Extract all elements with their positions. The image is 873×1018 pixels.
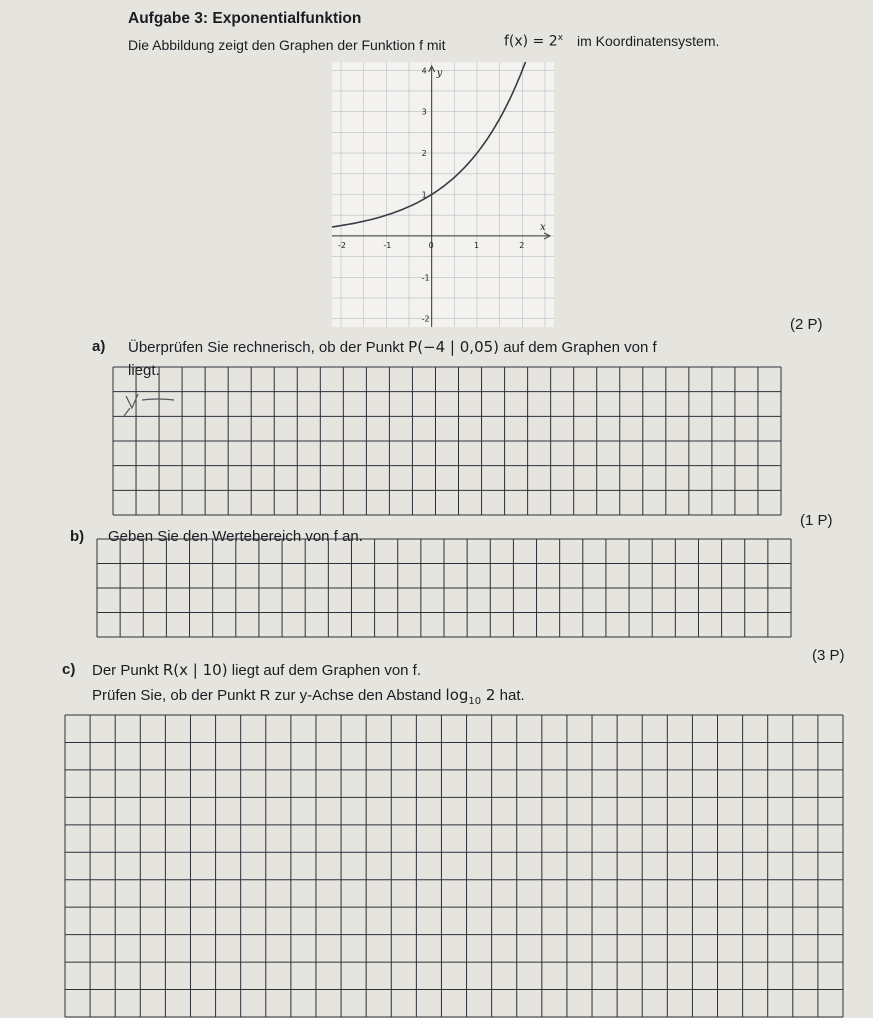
y-tick-label: -2 xyxy=(421,314,430,324)
task-a-question: Überprüfen Sie rechnerisch, ob der Punkt xyxy=(128,339,404,356)
function-formula xyxy=(504,33,563,50)
task-c-intro-end: liegt auf dem Graphen von f. xyxy=(231,662,422,679)
x-tick-label: 0 xyxy=(428,240,434,250)
exponential-graph xyxy=(332,62,554,327)
x-tick-label: 2 xyxy=(519,240,525,250)
y-tick-label: -1 xyxy=(421,273,430,283)
task-c-line2 xyxy=(92,686,525,707)
x-axis-label: x xyxy=(540,221,546,233)
task-b-label: b) xyxy=(70,528,85,545)
answer-grid-lines xyxy=(65,715,843,1017)
task-c-points: (3 P) xyxy=(812,647,845,664)
task-a-line2: liegt. xyxy=(128,362,160,379)
point-p: P(−4 | 0,05) xyxy=(408,338,500,356)
task-c-intro: Der Punkt xyxy=(92,662,159,679)
intro-text-end: im Koordinatensystem. xyxy=(577,33,720,49)
x-tick-label: -2 xyxy=(338,240,347,250)
answer-grid-c[interactable] xyxy=(64,714,844,1018)
y-tick-label: 3 xyxy=(421,107,427,117)
task-c-label: c) xyxy=(62,661,76,678)
answer-grid-a[interactable] xyxy=(112,366,782,516)
answer-grid-lines xyxy=(113,367,781,515)
x-tick-label: -1 xyxy=(383,240,392,250)
x-tick-label: 1 xyxy=(473,240,480,250)
y-tick-label: 1 xyxy=(421,190,427,200)
formula-exponent: x xyxy=(557,33,564,43)
task-c-question: Prüfen Sie, ob der Punkt R zur y-Achse den Abstand xyxy=(92,687,442,704)
task-b-text: Geben Sie den Wertebereich von f an. xyxy=(108,528,363,545)
y-tick-label: 2 xyxy=(421,149,427,159)
exercise-title: Aufgabe 3: Exponentialfunktion xyxy=(128,10,362,27)
intro-text: Die Abbildung zeigt den Graphen der Funktion f mit xyxy=(128,37,446,53)
y-tick-label: 4 xyxy=(421,66,427,76)
task-c-text xyxy=(92,661,421,679)
task-b-points: (1 P) xyxy=(800,512,833,529)
log-expression: $\log_{10} 2$ xyxy=(445,686,496,707)
point-r: R(x | 10) xyxy=(162,661,228,679)
task-a-label: a) xyxy=(92,338,106,355)
formula-base: f(x) = 2 xyxy=(504,33,558,50)
task-a-question-end: auf dem Graphen von f xyxy=(503,339,657,356)
task-a-text xyxy=(128,338,657,356)
task-a-points: (2 P) xyxy=(790,316,823,333)
answer-grid-lines xyxy=(97,539,791,637)
answer-grid-b[interactable] xyxy=(96,538,792,638)
task-c-question-end: hat. xyxy=(499,687,525,704)
y-axis-label: y xyxy=(436,68,443,79)
handwriting-scribble xyxy=(118,388,188,428)
